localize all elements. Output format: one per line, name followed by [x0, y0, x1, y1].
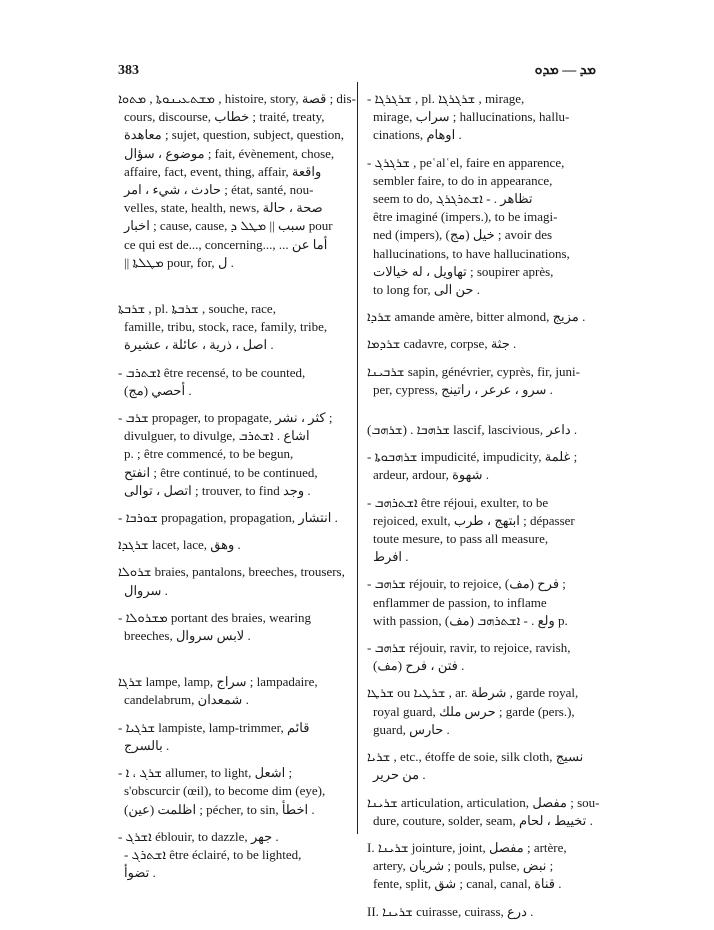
entry-line: enflammer de passion, to inflame: [373, 594, 547, 610]
entry-line: ܫܪܕܐ amande amère, bitter almond, مزيج .: [367, 309, 586, 325]
page-number: 383: [118, 63, 139, 78]
entry-line: dure, couture, solder, seam, تخييط ، لحام .: [373, 812, 593, 828]
dictionary-entry: [118, 536, 340, 554]
entry-line: candelabrum, شمعدان .: [124, 692, 249, 708]
entry-line: ܫܪܕܡܐ cadavre, corpse, جثة .: [367, 336, 517, 352]
entry-line: - ܫܪܓܪܓ , peʿalʿel, faire en apparence,: [367, 154, 565, 170]
entry-line: s'obscurcir (œil), to become dim (eye),: [124, 783, 326, 799]
dictionary-entry: [118, 300, 340, 355]
entry-line: - ܐܫܬܪܓ être éclairé, to be lighted,: [124, 846, 302, 862]
entry-line: تضوأ .: [124, 865, 156, 881]
entry-line: ardeur, ardour, شهوة .: [373, 467, 490, 483]
entry-line: sembler faire, to do in appearance,: [373, 172, 553, 188]
dictionary-entry: [118, 828, 340, 883]
entry-line: breeches, لابس سروال .: [124, 628, 251, 644]
entry-line: royal guard, حرس ملك ; garde (pers.),: [373, 703, 575, 719]
entry-line: - ܫܪܓܪܓܐ , pl. ܫܪܓܪܓܐ , mirage,: [367, 91, 525, 106]
entry-line: toute mesure, to pass all measure,: [373, 531, 549, 547]
dictionary-entry: [367, 639, 592, 675]
left-column: [118, 90, 356, 891]
entry-line: with passion, (مف) ولع . - ܐܫܬܪܗܒ p.: [373, 612, 568, 628]
entry-line: اتصل ، توالى ; trouver, to find وجد .: [124, 482, 311, 498]
entry-line: - ܫܪܗܒ réjouir, to rejoice, (مف) فرح ;: [367, 576, 566, 592]
dictionary-entry: [367, 684, 592, 739]
entry-line: حادث ، شيء ، امر ; état, santé, nou-: [124, 182, 314, 198]
entry-line: اخبار ; cause, cause, سبب || ܡܛܠ ܕ pour: [124, 218, 333, 234]
entry-line: اصل ، ذرية ، عائلة ، عشيرة .: [124, 337, 274, 353]
entry-line: (ܫܪܗܒ) . ܫܪܗܒܐ lascif, lascivious, داعر .: [367, 422, 578, 438]
entry-line: - ܐܫܬܪܒ être recensé, to be counted,: [118, 364, 306, 380]
dictionary-entry: [118, 364, 340, 400]
dictionary-entry: [118, 409, 340, 500]
entry-line: ned (impers), (مج) خيل ; avoir des: [373, 227, 553, 243]
dictionary-entry: [118, 764, 340, 819]
entry-line: guard, حارس .: [373, 721, 450, 737]
entry-line: ܡܫܬܥܝܢܘܬܐ , ܡܬܘܐ , histoire, story, قصة ; dis-: [118, 91, 356, 106]
entry-line: mirage, سراب ; hallucinations, hallu-: [373, 109, 570, 125]
entry-line: cinations, اوهام .: [373, 127, 462, 143]
entry-line: to long for, حن الى .: [373, 282, 480, 298]
entry-line: affaire, fact, event, thing, affair, واقعة: [124, 163, 322, 179]
entry-line: موضوع ، سؤال ; fait, évènement, chose,: [124, 145, 335, 161]
entry-line: (مج) أحصي .: [124, 382, 192, 398]
entry-line: artery, شريان ; pouls, pulse, نبض ;: [373, 858, 554, 874]
dictionary-entry: [118, 673, 340, 709]
entry-line: p. ; être commencé, to be begun,: [124, 446, 294, 462]
dictionary-entry: [367, 839, 592, 894]
dictionary-entry: [118, 90, 356, 272]
entry-line: - ܫܪܓܝܐ lampiste, lamp-trimmer, قائم: [118, 719, 310, 735]
dictionary-entry: [118, 563, 345, 599]
dictionary-entry: [367, 154, 592, 300]
dictionary-entry: [367, 308, 592, 326]
entry-line: fente, split, شق ; canal, canal, قناة .: [373, 876, 562, 892]
entry-line: famille, tribu, stock, race, family, tribe,: [124, 319, 328, 335]
entry-line: (مف) فتن ، فرح .: [373, 658, 465, 674]
entry-line: معاهدة ; sujet, question, subject, question,: [124, 127, 345, 143]
right-column: [367, 90, 600, 930]
dictionary-entry: [118, 719, 340, 755]
dictionary-entry: [367, 421, 592, 439]
entry-line: per, cypress, سرو ، عرعر ، راتينج .: [373, 381, 553, 397]
dictionary-entry: [367, 363, 592, 399]
entry-line: (عين) اظلمت ; pécher, to sin, اخطأ .: [124, 801, 315, 817]
entry-line: افرط .: [373, 549, 409, 565]
entry-line: من حرير .: [373, 767, 426, 783]
dictionary-entry: [367, 794, 600, 830]
entry-line: rejoiced, exult, ابتهج ، طرب ; dépasser: [373, 512, 575, 528]
entry-line: انفتح ; être continué, to be continued,: [124, 464, 318, 480]
entry-line: II. ܫܪܝܢܐ cuirasse, cuirass, درع .: [367, 903, 534, 919]
entry-line: - ܐܫܬܪܗܒ être réjoui, exulter, to be: [367, 494, 549, 510]
dictionary-entry: [118, 509, 340, 527]
dictionary-entry: [367, 448, 592, 484]
entry-line: - ܫܘܪܒܐ propagation, propagation, انتشار .: [118, 510, 338, 526]
entry-line: - ܫܪܗܒܘܬܐ impudicité, impudicity, غلمة ;: [367, 449, 578, 465]
entry-line: ܫܪܓܕܐ lacet, lace, وهق .: [118, 537, 241, 553]
dictionary-entry: [118, 609, 340, 645]
entry-line: ܫܪܝܐ , etc., étoffe de soie, silk cloth, نسيج: [367, 749, 584, 765]
entry-line: hallucinations, to have hallucinations,: [373, 245, 570, 261]
entry-line: ce qui est de..., concerning..., ... أما عن: [124, 236, 328, 252]
entry-line: تهاويل ، له خيالات ; soupirer après,: [373, 263, 554, 279]
dictionary-entry: [367, 90, 592, 145]
dictionary-entry: [367, 335, 592, 353]
entry-line: I. ܫܪܝܢܐ jointure, joint, مفصل ; artère,: [367, 839, 567, 855]
dictionary-entry: [367, 748, 592, 784]
dictionary-entry: [367, 903, 592, 921]
dictionary-entry: [367, 494, 592, 567]
dictionary-entry: [367, 575, 592, 630]
entry-line: بالسرج .: [124, 737, 170, 753]
entry-line: divulguer, to divulge, اشاع . ܐܫܬܪܒ: [124, 428, 310, 444]
entry-line: - ܫܪܓ ، ܐ allumer, to light, اشعل ;: [118, 765, 293, 781]
entry-line: cours, discourse, خطاب ; traité, treaty,: [124, 109, 325, 125]
entry-line: ܫܪܓܐ lampe, lamp, سراج ; lampadaire,: [118, 674, 318, 690]
entry-line: ܫܪܒܬܐ , pl. ܫܪܒܬܐ , souche, race,: [118, 301, 276, 317]
entry-line: - ܫܪܗܒ réjouir, ravir, to rejoice, ravish,: [367, 640, 571, 656]
entry-line: ܫܪܒܝܢܐ sapin, génévrier, cyprès, fir, juni-: [367, 363, 580, 379]
entry-line: || ܡܛܠܬܐ pour, for, ل .: [124, 254, 234, 270]
entry-line: velles, state, health, news, صحة ، حالة: [124, 200, 323, 216]
entry-line: - ܐܫܪܓ éblouir, to dazzle, جهر .: [118, 828, 279, 844]
entry-line: ܫܪܘܠܐ braies, pantalons, breeches, trousers,: [118, 564, 345, 580]
entry-line: - ܡܫܪܘܠܐ portant des braies, wearing: [118, 609, 311, 625]
entry-line: - ܫܪܒ propager, to propagate, كثر ، نشر ;: [118, 410, 333, 426]
running-head: ܡܕ — ܡܕܘ: [534, 63, 596, 78]
entry-line: سروال .: [124, 582, 168, 598]
entry-line: ܫܪܝܢܐ articulation, articulation, مفصل ; sou-: [367, 794, 600, 810]
entry-line: seem to do, تظاهر . - ܐܫܬܪܓܪܓ: [373, 191, 533, 207]
entry-line: ܫܪܛܐ ou ܫܪܛܝܐ , ar. شرطة , garde royal,: [367, 685, 579, 701]
entry-line: être imaginé (impers.), to be imagi-: [373, 209, 558, 225]
column-divider: [357, 82, 358, 834]
